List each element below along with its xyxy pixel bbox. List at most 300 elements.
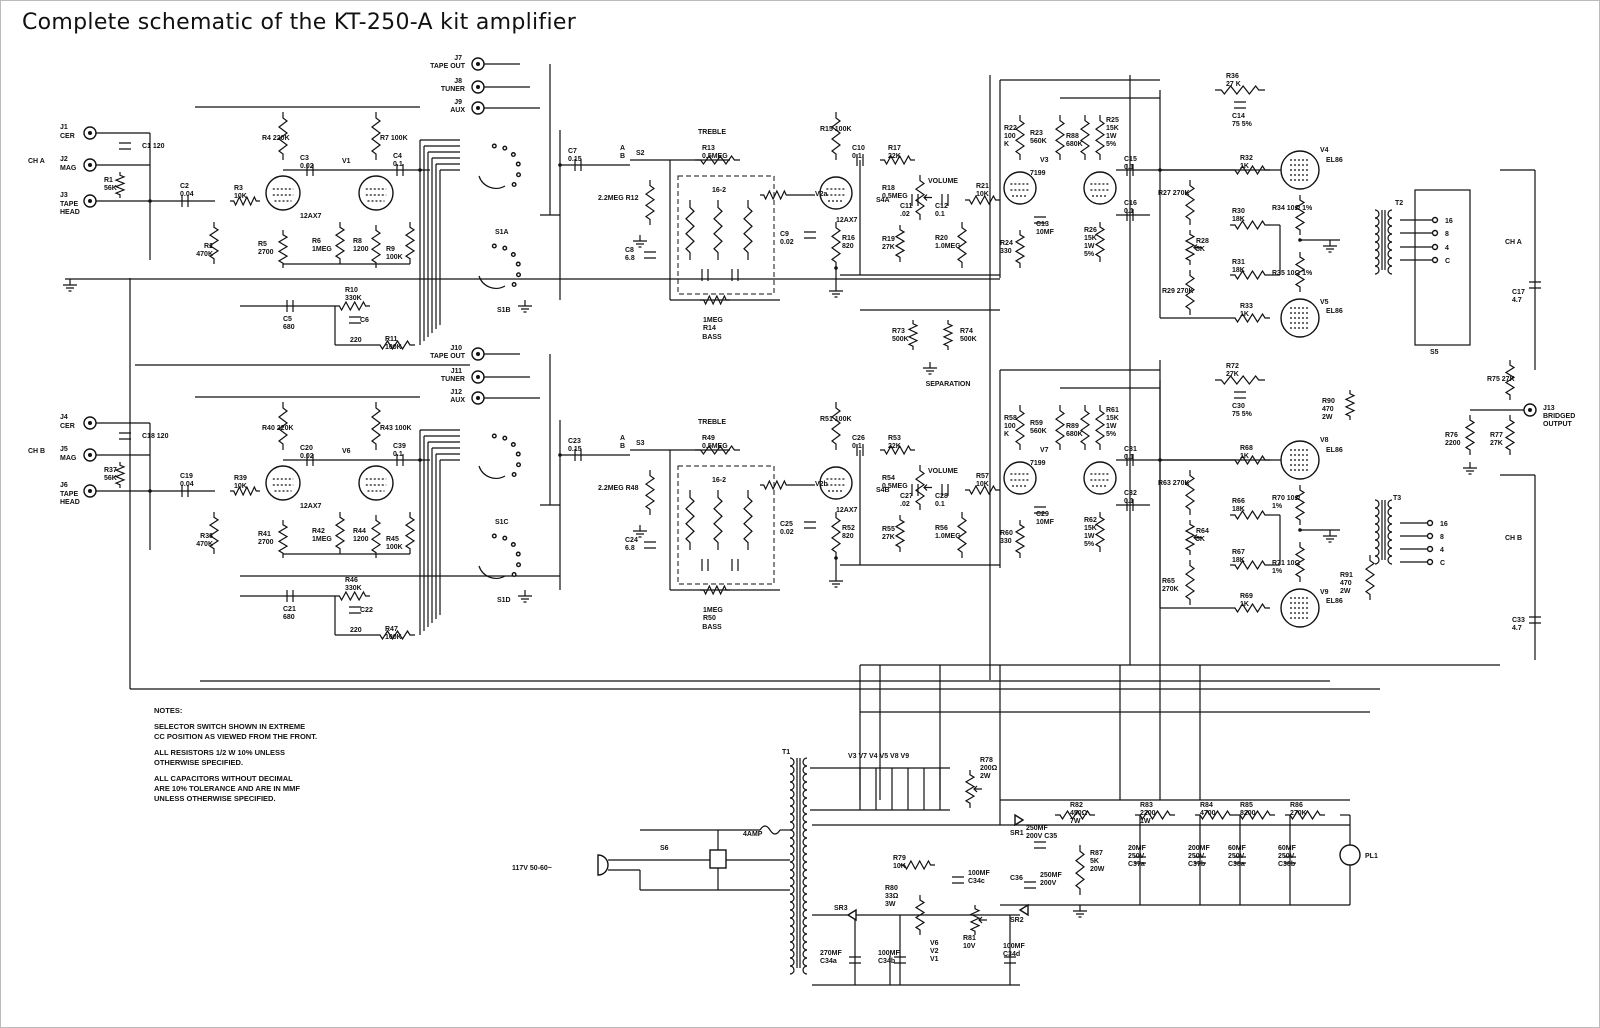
switch-contact [512, 153, 516, 157]
switch-contact [492, 534, 496, 538]
component-label: 16-2 [712, 477, 727, 484]
resistor-symbol [832, 222, 840, 268]
component-label: R61 15K 1W 5% [1106, 407, 1119, 438]
component-label: R80 33Ω 3W [885, 885, 899, 908]
transformer-coil [1388, 258, 1392, 266]
switch-label: S4B [876, 487, 890, 494]
component-label: R71 10Ω 1% [1272, 560, 1301, 575]
component-label: R67 18K [1232, 549, 1245, 564]
transformer-coil [803, 846, 807, 854]
resistor-symbol [686, 200, 694, 260]
fuse-label: 4AMP [743, 831, 763, 838]
capacitor-symbol [1034, 842, 1046, 848]
separation-label: SEPARATION [925, 381, 971, 388]
component-label: 16-2 [712, 187, 727, 194]
junction-dot [1158, 168, 1162, 172]
transformer-coil [803, 870, 807, 878]
component-label: R1 56K [104, 177, 117, 192]
component-label: C22 [360, 607, 373, 614]
tube-symbol [266, 466, 300, 500]
capacitor-symbol [644, 252, 656, 258]
transformer-coil [1375, 508, 1379, 516]
potentiometer-wiper [924, 195, 932, 201]
resistor-symbol [372, 402, 380, 450]
transformer-coil [803, 766, 807, 774]
component-label: R65 270K [1162, 578, 1179, 593]
tube-ref: V1 [342, 158, 351, 165]
resistor-symbol [760, 191, 790, 199]
capacitor-symbol [119, 143, 131, 149]
transformer-coil [1388, 508, 1392, 516]
component-label: R54 0.5MEG [882, 475, 908, 490]
switch-contact [512, 573, 516, 577]
component-label: 60MF 250V C38a [1228, 845, 1246, 868]
resistor-symbol [916, 175, 924, 220]
resistor-symbol [744, 200, 752, 260]
component-label: R13 0.5MEG [702, 145, 728, 160]
component-label: R27 270K [1158, 190, 1190, 197]
resistor-symbol [335, 302, 370, 310]
resistor-symbol [896, 225, 904, 262]
component-label: C5 680 [283, 316, 295, 331]
jack-center [476, 375, 480, 379]
component-label: C4 0.1 [393, 153, 403, 168]
jack-center [88, 163, 92, 167]
component-label: 2.2MEG R12 [598, 195, 639, 202]
component-label: R30 18K [1232, 208, 1245, 223]
resistor-symbol [372, 515, 380, 558]
junction-dot [148, 489, 152, 493]
tube-symbol [1084, 172, 1116, 204]
tone-label: TREBLE [698, 129, 726, 136]
transformer-coil [1388, 500, 1392, 508]
tube-ref: V7 [1040, 447, 1049, 454]
switch-label: A B [620, 145, 626, 160]
component-label: R41 2700 [258, 531, 274, 546]
component-label: C10 0.1 [852, 145, 865, 160]
jack-center [476, 396, 480, 400]
component-label: R35 10Ω 1% [1272, 270, 1313, 277]
component-label: R3 10K [234, 185, 247, 200]
transformer-coil [1375, 234, 1379, 242]
tone-label: TREBLE [698, 419, 726, 426]
transformer-coil [790, 886, 794, 894]
component-label: R58 100 K [1004, 415, 1017, 438]
transformer-coil [803, 830, 807, 838]
transformer-coil [803, 894, 807, 902]
resistor-symbol [1096, 115, 1104, 160]
resistor-symbol [686, 490, 694, 550]
transformer-coil [790, 854, 794, 862]
channel-label: CH B [28, 448, 46, 455]
transformer-coil [790, 870, 794, 878]
resistor-symbol [335, 592, 370, 600]
transformer-coil [790, 814, 794, 822]
jack-label: J11 [450, 368, 462, 375]
ground-symbol [1323, 530, 1337, 542]
component-label: R88 680K [1066, 133, 1083, 148]
tube-label: EL86 [1326, 157, 1343, 164]
resistor-symbol [916, 465, 924, 510]
potentiometer-wiper [974, 786, 982, 792]
switch-contact [503, 436, 507, 440]
tube-ref: V3 [1040, 157, 1049, 164]
switch-contact [516, 262, 520, 266]
component-label: 1MEG R50 [703, 607, 723, 622]
component-label: R40 220K [262, 425, 294, 432]
transformer-coil [803, 798, 807, 806]
jack-label: TAPE OUT [430, 353, 465, 360]
switch-label: S1B [497, 307, 511, 314]
transformer-coil [803, 942, 807, 950]
tube-label: EL86 [1326, 308, 1343, 315]
switch-contact [516, 552, 520, 556]
input-jack-label: MAG [60, 455, 77, 462]
switch-contact [517, 563, 521, 567]
component-label: C2 0.04 [180, 183, 194, 198]
component-label: R53 22K [888, 435, 901, 450]
component-label: R15 100K [820, 126, 852, 133]
transformer-label: T3 [1393, 495, 1402, 502]
transformer-coil [790, 878, 794, 886]
jack-label: J7 [454, 55, 462, 62]
jack-center [88, 421, 92, 425]
component-label: C3 0.02 [300, 155, 314, 170]
component-label: C14 75 5% [1232, 113, 1252, 128]
component-label: R55 27K [882, 526, 895, 541]
resistor-symbol [372, 225, 380, 268]
transformer-coil [1375, 524, 1379, 532]
jack-label: AUX [450, 107, 465, 114]
junction-dot [148, 199, 152, 203]
component-label: R77 27K [1490, 432, 1503, 447]
component-label: 2.2MEG R48 [598, 485, 639, 492]
component-label: R74 500K [960, 328, 977, 343]
speaker-tap-label: 8 [1440, 534, 1444, 541]
component-label: SR1 [1010, 830, 1024, 837]
speaker-tap-label: 4 [1445, 245, 1449, 252]
component-label: R16 820 [842, 235, 855, 250]
jack-center [476, 62, 480, 66]
component-label: 60MF 250V C38b [1278, 845, 1296, 868]
capacitor-symbol [119, 433, 131, 439]
component-label: 220 [350, 627, 362, 634]
component-label: R45 100K [386, 536, 403, 551]
component-label: R20 1.0MEG [935, 235, 961, 250]
transformer-coil [803, 910, 807, 918]
component-label: R57 10K [976, 473, 989, 488]
transformer-coil [1375, 242, 1379, 250]
speaker-tap [1433, 231, 1438, 236]
tube-ref: V5 [1320, 299, 1329, 306]
fuse-symbol [760, 826, 780, 834]
transformer-coil [803, 966, 807, 974]
component-label: R62 15K 1W 5% [1084, 517, 1097, 548]
bridged-output-label: J13 BRIDGED OUTPUT [1543, 405, 1576, 428]
component-label: V6 V2 V1 [930, 940, 939, 963]
switch-wafer [479, 276, 505, 288]
ground-symbol [1463, 462, 1477, 474]
component-label: R32 1K [1240, 155, 1253, 170]
switch-wafer [479, 466, 505, 478]
speaker-tap [1433, 258, 1438, 263]
component-label: C8 6.8 [625, 247, 635, 262]
resistor-symbol [1186, 180, 1194, 225]
component-label: R73 500K [892, 328, 909, 343]
transformer-coil [803, 902, 807, 910]
ground-symbol [1073, 905, 1087, 917]
component-label: R8 1200 [353, 238, 369, 253]
tube-symbol [1084, 462, 1116, 494]
transformer-coil [1388, 250, 1392, 258]
switch-contact [492, 244, 496, 248]
transformer-coil [803, 774, 807, 782]
component-label: R23 560K [1030, 130, 1047, 145]
notes-heading: NOTES: [154, 706, 183, 715]
component-label: R26 15K 1W 5% [1084, 227, 1097, 258]
switch-contact [512, 543, 516, 547]
junction-dot [418, 458, 422, 462]
jack-label: J12 [450, 389, 462, 396]
resistor-symbol [372, 112, 380, 160]
transformer-coil [803, 926, 807, 934]
jack-label: J9 [454, 99, 462, 106]
junction-dot [558, 163, 562, 167]
component-label: C7 0.15 [568, 148, 582, 163]
transformer-coil [790, 758, 794, 766]
component-label: R49 0.5MEG [702, 435, 728, 450]
transformer-coil [1388, 532, 1392, 540]
input-jack-label: TAPE HEAD [60, 491, 80, 506]
channel-label: CH A [28, 158, 45, 165]
transformer-coil [1388, 556, 1392, 564]
component-label: R81 10V [963, 935, 976, 950]
transformer-coil [1375, 250, 1379, 258]
jack-label: AUX [450, 397, 465, 404]
transformer-coil [803, 838, 807, 846]
switch-label: S1A [495, 229, 509, 236]
resistor-symbol [966, 770, 974, 808]
component-label: R85 8200 [1240, 802, 1256, 817]
capacitor-symbol [804, 232, 816, 238]
speaker-tap [1428, 560, 1433, 565]
diode-symbol [1015, 815, 1023, 825]
transformer-coil [1388, 218, 1392, 226]
component-label: R64 5K [1196, 528, 1209, 543]
volume-label: VOLUME [928, 468, 958, 475]
jack-center [88, 489, 92, 493]
tube-label: 7199 [1030, 170, 1046, 177]
transformer-coil [790, 926, 794, 934]
resistor-symbol [944, 320, 952, 350]
component-label: R39 10K [234, 475, 247, 490]
ground-symbol [829, 575, 843, 587]
transformer-coil [790, 774, 794, 782]
resistor-symbol [1076, 845, 1084, 895]
resistor-symbol [1186, 230, 1194, 265]
transformer-coil [1375, 500, 1379, 508]
transformer-coil [1375, 516, 1379, 524]
transformer-coil [803, 758, 807, 766]
component-label: R31 18K [1232, 259, 1245, 274]
component-label: R4 220K [262, 135, 290, 142]
switch-contact [492, 144, 496, 148]
input-jack-label: J6 [60, 482, 68, 489]
component-label: C20 0.02 [300, 445, 314, 460]
switch-contact [492, 434, 496, 438]
tube-symbol [266, 176, 300, 210]
component-label: C24 6.8 [625, 537, 638, 552]
transformer-coil [1388, 524, 1392, 532]
transformer-coil [1388, 548, 1392, 556]
resistor-symbol [279, 520, 287, 558]
speaker-tap [1428, 521, 1433, 526]
component-label: C18 120 [142, 433, 169, 440]
component-label: 250MF 200V [1040, 872, 1062, 887]
component-label: C11 .02 [900, 203, 913, 218]
resistor-symbol [279, 230, 287, 268]
resistor-symbol [1016, 115, 1024, 160]
component-label: C31 0.1 [1124, 446, 1137, 461]
resistor-symbol [1081, 115, 1089, 160]
tube-ref: V8 [1320, 437, 1329, 444]
switch-contact [516, 452, 520, 456]
component-label: R44 1200 [353, 528, 369, 543]
component-label: R47 100K [385, 626, 402, 641]
note-item: ALL CAPACITORS WITHOUT DECIMAL ARE 10% TOLERANCE AND ARE IN MMF UNLESS OTHERWISE SPECIFIED. [154, 774, 300, 803]
ground-symbol [63, 279, 77, 291]
resistor-symbol [1016, 405, 1024, 450]
tube-label: 12AX7 [300, 503, 322, 510]
switch-contact [512, 473, 516, 477]
component-label: R76 2200 [1445, 432, 1461, 447]
switch-contact [512, 183, 516, 187]
component-label: R72 27K [1226, 363, 1239, 378]
transformer-coil [1375, 266, 1379, 274]
component-label: R18 0.5MEG [882, 185, 908, 200]
resistor-symbol [1056, 405, 1064, 450]
component-label: C19 0.04 [180, 473, 194, 488]
input-jack-label: J2 [60, 156, 68, 163]
input-jack-label: CER [60, 423, 75, 430]
switch-label: S6 [660, 845, 669, 852]
component-label: C39 0.1 [393, 443, 406, 458]
capacitor-symbol [644, 542, 656, 548]
pilot-label: PL1 [1365, 853, 1378, 860]
component-label: C30 75 5% [1232, 403, 1252, 418]
transformer-coil [790, 910, 794, 918]
component-label: R11 100K [385, 336, 402, 351]
input-jack-label: J5 [60, 446, 68, 453]
transformer-coil [803, 862, 807, 870]
transformer-coil [1388, 540, 1392, 548]
ground-symbol [1323, 240, 1337, 252]
component-label: R37 56K [104, 467, 117, 482]
component-label: R29 270K [1162, 288, 1194, 295]
tube-label: 12AX7 [836, 217, 858, 224]
junction-dot [558, 453, 562, 457]
resistor-symbol [1230, 314, 1270, 322]
transformer-coil [803, 790, 807, 798]
component-label: R25 15K 1W 5% [1106, 117, 1119, 148]
ground-symbol [518, 300, 532, 312]
component-label: 1MEG R14 [703, 317, 723, 332]
resistor-symbol [1506, 415, 1514, 455]
component-label: SR2 [1010, 917, 1024, 924]
component-label: R19 27K [882, 236, 895, 251]
component-label: R36 27 K [1226, 73, 1241, 88]
component-label: C25 0.02 [780, 521, 794, 536]
component-label: R89 680K [1066, 423, 1083, 438]
component-label: R9 100K [386, 246, 403, 261]
component-label: C16 0.1 [1124, 200, 1137, 215]
component-label: C21 680 [283, 606, 296, 621]
transformer-coil [1388, 266, 1392, 274]
resistor-symbol [1016, 230, 1024, 268]
component-label: C32 0.1 [1124, 490, 1137, 505]
component-label: C13 10MF [1036, 221, 1054, 236]
speaker-tap [1433, 245, 1438, 250]
input-jack-label: J1 [60, 124, 68, 131]
resistor-symbol [714, 200, 722, 260]
transformer-coil [790, 822, 794, 830]
capacitor-symbol [732, 559, 738, 571]
resistor-symbol [1096, 222, 1104, 262]
resistor-symbol [1096, 405, 1104, 450]
resistor-symbol [896, 515, 904, 552]
component-labels [28, 55, 1575, 965]
speaker-tap-label: 4 [1440, 547, 1444, 554]
jack-label: J8 [454, 78, 462, 85]
resistor-symbol [832, 402, 840, 450]
speaker-tap [1428, 547, 1433, 552]
transformer-coil [803, 822, 807, 830]
transformer-label: T2 [1395, 200, 1404, 207]
jack-label: TAPE OUT [430, 63, 465, 70]
transformer-coil [1388, 234, 1392, 242]
component-label: R70 10Ω 1% [1272, 495, 1301, 510]
capacitor-symbol [804, 522, 816, 528]
speaker-tap [1428, 534, 1433, 539]
component-label: C29 10MF [1036, 511, 1054, 526]
potentiometer-wiper [979, 917, 987, 923]
switch-contact [503, 246, 507, 250]
resistor-symbol [1056, 115, 1064, 160]
component-label: R56 1.0MEG [935, 525, 961, 540]
resistor-symbol [646, 180, 654, 225]
component-label: C36 [1010, 875, 1023, 882]
transformer-coil [1388, 210, 1392, 218]
speaker-tap-label: C [1445, 258, 1451, 265]
resistor-symbol [116, 172, 124, 198]
component-label: R46 330K [345, 577, 362, 592]
component-label: R52 820 [842, 525, 855, 540]
resistor-symbol [832, 112, 840, 160]
diode-symbol [1020, 905, 1028, 915]
transformer-coil [790, 958, 794, 966]
component-label: R17 22K [888, 145, 901, 160]
switch-contact [517, 173, 521, 177]
ground-symbol [923, 362, 937, 374]
transformer-coil [790, 966, 794, 974]
component-label: C17 4.7 [1512, 289, 1525, 304]
transformer-coil [790, 766, 794, 774]
resistor-symbol [1096, 512, 1104, 552]
capacitor-symbol [952, 877, 964, 883]
transformer-coil [1388, 516, 1392, 524]
speaker-tap-label: C [1440, 560, 1446, 567]
component-label: C26 0.1 [852, 435, 865, 450]
